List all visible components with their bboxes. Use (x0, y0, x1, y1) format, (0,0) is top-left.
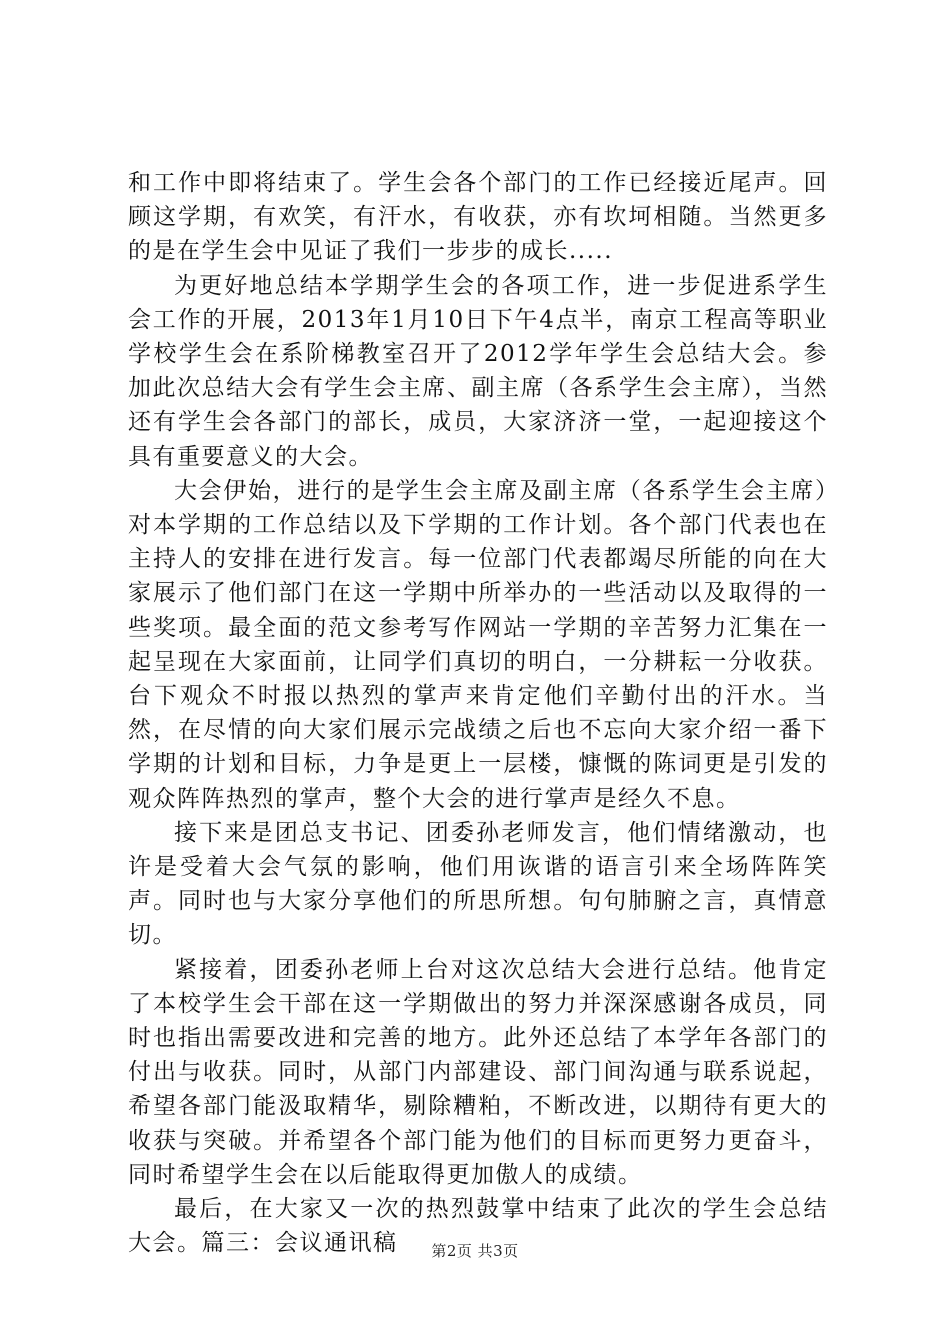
paragraph-3: 大会伊始，进行的是学生会主席及副主席（各系学生会主席）对本学期的工作总结以及下学期的工作计划。各个部门代表也在主持人的安排在进行发言。每一位部门代表都竭尽所能的向在大家展示了他们部门在这一学期中所举办的一些活动以及取得的一些奖项。最全面的范文参考写作网站一学期的辛苦努力汇集在一起呈现在大家面前，让同学们真切的明白，一分耕耘一分收获。台下观众不时报以热烈的掌声来肯定他们辛勤付出的汗水。当然，在尽情的向大家们展示完战绩之后也不忘向大家介绍一番下学期的计划和目标，力争是更上一层楼，慷慨的陈词更是引发的观众阵阵热烈的掌声，整个大会的进行掌声是经久不息。 (128, 477, 828, 812)
paragraph-6: 最后，在大家又一次的热烈鼓掌中结束了此次的学生会总结大会。篇三：会议通讯稿 (128, 1196, 828, 1257)
paragraph-1: 和工作中即将结束了。学生会各个部门的工作已经接近尾声。回顾这学期，有欢笑，有汗水，有收获，亦有坎坷相随。当然更多的是在学生会中见证了我们一步步的成长..... (128, 170, 828, 265)
document-body (128, 166, 828, 1261)
page-number-footer: 第2页 共3页 (431, 1242, 519, 1260)
paragraph-4: 接下来是团总支书记、团委孙老师发言，他们情绪激动，也许是受着大会气氛的影响，他们用诙谐的语言引来全场阵阵笑声。同时也与大家分享他们的所思所想。句句肺腑之言，真情意切。 (128, 819, 828, 949)
paragraph-2: 为更好地总结本学期学生会的各项工作，进一步促进系学生会工作的开展，2013年1月10日下午4点半，南京工程高等职业学校学生会在系阶梯教室召开了2012学年学生会总结大会。参加此次总结大会有学生会主席、副主席（各系学生会主席），当然还有学生会各部门的部长，成员，大家济济一堂，一起迎接这个具有重要意义的大会。 (128, 272, 828, 470)
paragraph-5: 紧接着，团委孙老师上台对这次总结大会进行总结。他肯定了本校学生会干部在这一学期做出的努力并深深感谢各成员，同时也指出需要改进和完善的地方。此外还总结了本学年各部门的付出与收获。同时，从部门内部建设、部门间沟通与联系说起，希望各部门能汲取精华，剔除糟粕，不断改进，以期待有更大的收获与突破。并希望各个部门能为他们的目标而更努力更奋斗，同时希望学生会在以后能取得更加傲人的成绩。 (128, 956, 828, 1188)
